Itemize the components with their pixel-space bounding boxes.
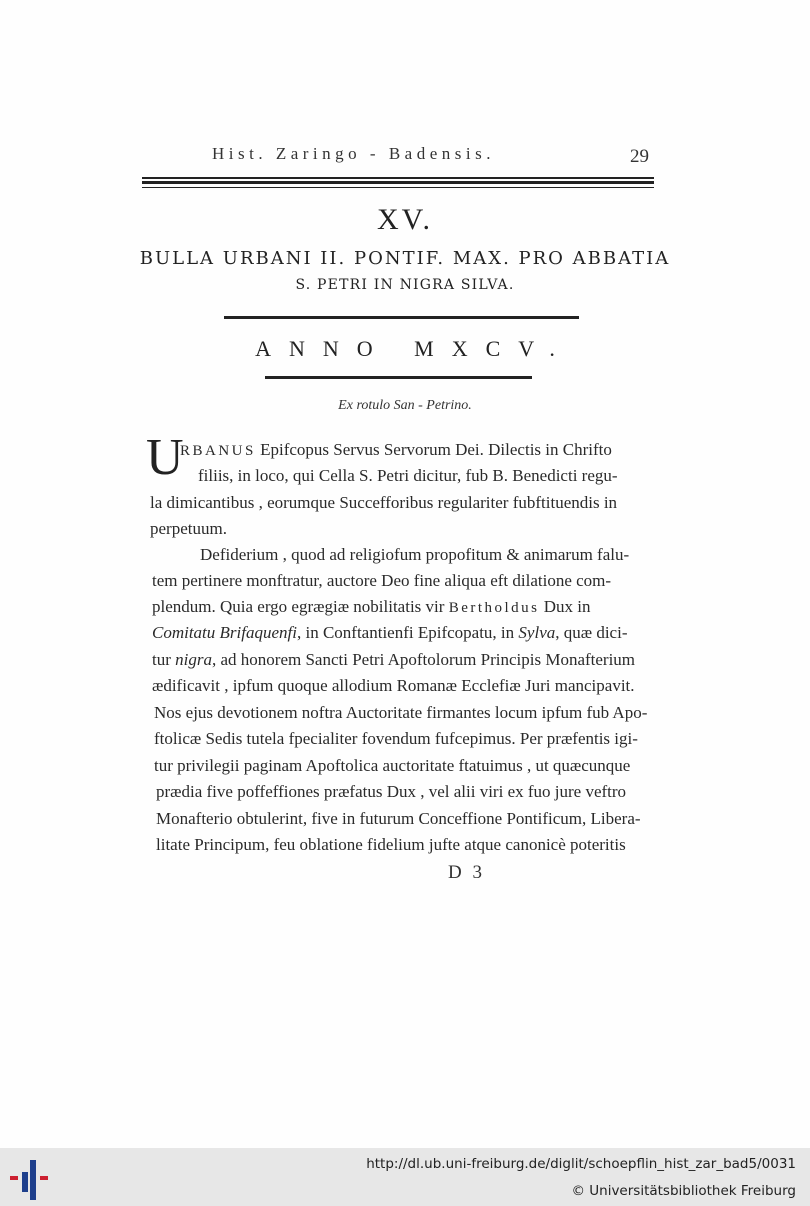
text-line: Defiderium , quod ad religiofum propofitum & animarum falu-: [200, 545, 630, 564]
text-line: perpetuum.: [150, 519, 227, 538]
text-line: Monafterio obtulerint, five in futurum Conceffione Pontificum, Libera-: [156, 809, 641, 828]
page-number: 29: [630, 146, 649, 167]
signature-mark: D 3: [448, 862, 485, 883]
anno-heading: ANNO MXCV.: [255, 336, 573, 361]
text-line: ædificavit , ipfum quoque allodium Romanæ Ecclefiæ Juri mancipavit.: [152, 676, 635, 695]
text-line: tur privilegii paginam Apoftolica auctoritate ftatuimus , ut quæcunque: [154, 756, 631, 775]
text-line: prædia five poffeffiones præfatus Dux , vel alii viri ex fuo jure veftro: [156, 782, 627, 801]
anno-rule: [265, 376, 532, 379]
text-line: Comitatu Brifaquenfi, in Conftantienfi Epifcopatu, in Sylva, quæ dici-: [152, 623, 628, 642]
drop-cap: U: [146, 429, 184, 486]
chapter-number: XV.: [377, 203, 433, 236]
header-rule-thin: [142, 177, 654, 179]
title-rule: [224, 316, 579, 319]
source-url-link[interactable]: http://dl.ub.uni-freiburg.de/diglit/schoepflin_hist_zar_bad5/0031: [366, 1156, 796, 1172]
running-head: Hist. Zaringo - Badensis.: [212, 144, 495, 163]
text-line: tur nigra, ad honorem Sancti Petri Apoftolorum Principis Monafterium: [152, 650, 636, 669]
header-rule-thin-2: [142, 187, 654, 188]
text-line: ftolicæ Sedis tutela fpecialiter fovendum fufcepimus. Per præfentis igi-: [154, 729, 638, 748]
source-note: Ex rotulo San - Petrino.: [338, 398, 472, 413]
text-line: plendum. Quia ergo egrægiæ nobilitatis vir Bertholdus Dux in: [152, 597, 591, 616]
text-line: litate Principum, feu oblatione fidelium jufte atque canonicè poteritis: [156, 835, 626, 854]
text-line: tem pertinere monftratur, auctore Deo fine aliqua eft dilatione com-: [152, 571, 612, 590]
text-line: Nos ejus devotionem noftra Auctoritate firmantes locum ipfum fub Apo-: [154, 703, 648, 722]
text-line: filiis, in loco, qui Cella S. Petri dicitur, fub B. Benedicti regu-: [198, 466, 618, 485]
header-rule-thick: [142, 181, 654, 184]
library-logo-icon: [8, 1158, 54, 1200]
document-title: BULLA URBANI II. PONTIF. MAX. PRO ABBATIA: [139, 248, 671, 269]
viewer-footer: [0, 1148, 810, 1206]
text-line: RBANUS Epifcopus Servus Servorum Dei. Dilectis in Chrifto: [180, 440, 612, 459]
document-subtitle: S. PETRI IN NIGRA SILVA.: [295, 277, 515, 293]
copyright-notice: © Universitätsbibliothek Freiburg: [571, 1183, 796, 1199]
text-line: la dimicantibus , eorumque Succefforibus regulariter fubftituendis in: [150, 493, 618, 512]
